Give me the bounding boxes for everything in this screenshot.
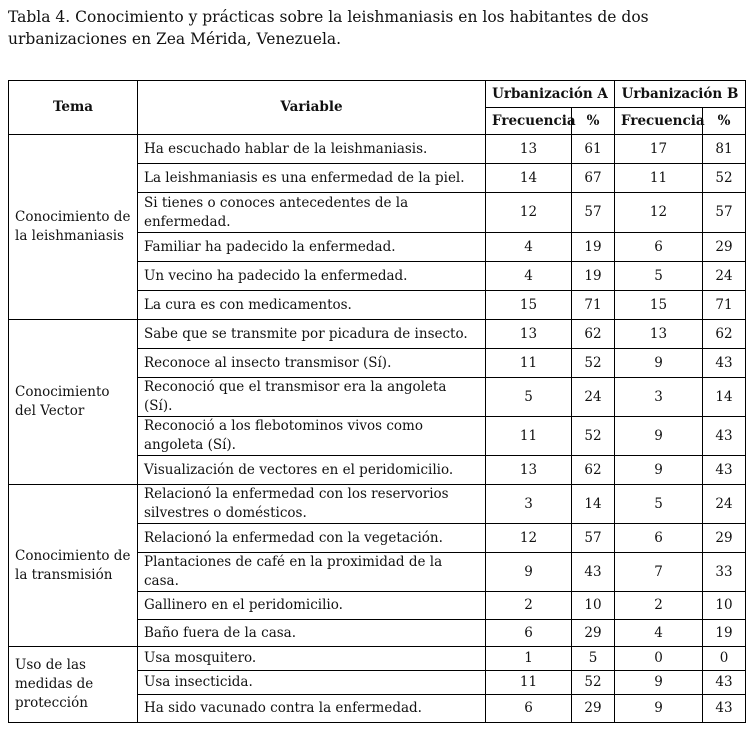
variable-cell: Ha escuchado hablar de la leishmaniasis. [138, 135, 486, 164]
pct-a-cell: 52 [572, 417, 615, 456]
frecuencia-b-cell: 9 [615, 671, 703, 695]
pct-b-cell: 10 [703, 592, 746, 620]
frecuencia-a-cell: 14 [486, 164, 572, 193]
frecuencia-b-cell: 6 [615, 233, 703, 262]
pct-a-cell: 24 [572, 378, 615, 417]
frecuencia-b-cell: 3 [615, 378, 703, 417]
header-frecuencia-b: Frecuencia [615, 108, 703, 135]
frecuencia-a-cell: 13 [486, 135, 572, 164]
pct-b-cell: 14 [703, 378, 746, 417]
pct-b-cell: 19 [703, 620, 746, 647]
pct-a-cell: 29 [572, 620, 615, 647]
frecuencia-a-cell: 12 [486, 193, 572, 233]
pct-a-cell: 62 [572, 456, 615, 485]
frecuencia-b-cell: 9 [615, 456, 703, 485]
header-urbanizacion-b: Urbanización B [615, 81, 746, 108]
variable-cell: Un vecino ha padecido la enfermedad. [138, 262, 486, 291]
pct-b-cell: 43 [703, 671, 746, 695]
pct-b-cell: 57 [703, 193, 746, 233]
frecuencia-b-cell: 9 [615, 349, 703, 378]
frecuencia-a-cell: 11 [486, 671, 572, 695]
variable-cell: Baño fuera de la casa. [138, 620, 486, 647]
frecuencia-a-cell: 6 [486, 620, 572, 647]
frecuencia-a-cell: 1 [486, 647, 572, 671]
pct-a-cell: 52 [572, 349, 615, 378]
pct-b-cell: 0 [703, 647, 746, 671]
pct-a-cell: 10 [572, 592, 615, 620]
frecuencia-b-cell: 17 [615, 135, 703, 164]
pct-a-cell: 43 [572, 553, 615, 592]
variable-cell: La leishmaniasis es una enfermedad de la piel. [138, 164, 486, 193]
pct-a-cell: 19 [572, 233, 615, 262]
frecuencia-b-cell: 6 [615, 524, 703, 553]
variable-cell: Plantaciones de café en la proximidad de la casa. [138, 553, 486, 592]
frecuencia-a-cell: 2 [486, 592, 572, 620]
frecuencia-b-cell: 12 [615, 193, 703, 233]
table-row [9, 320, 746, 349]
frecuencia-a-cell: 5 [486, 378, 572, 417]
frecuencia-b-cell: 4 [615, 620, 703, 647]
variable-cell: Relacionó la enfermedad con los reservorios silvestres o domésticos. [138, 485, 486, 524]
tema-cell: Conocimiento de la leishmaniasis [9, 135, 138, 320]
frecuencia-a-cell: 6 [486, 695, 572, 723]
variable-cell: Gallinero en el peridomicilio. [138, 592, 486, 620]
frecuencia-a-cell: 15 [486, 291, 572, 320]
pct-a-cell: 14 [572, 485, 615, 524]
pct-b-cell: 43 [703, 417, 746, 456]
tema-cell: Uso de las medidas de protección [9, 647, 138, 723]
variable-cell: Visualización de vectores en el peridomicilio. [138, 456, 486, 485]
pct-a-cell: 19 [572, 262, 615, 291]
pct-a-cell: 57 [572, 524, 615, 553]
frecuencia-b-cell: 2 [615, 592, 703, 620]
pct-b-cell: 81 [703, 135, 746, 164]
header-urbanizacion-a: Urbanización A [486, 81, 615, 108]
header-frecuencia-a: Frecuencia [486, 108, 572, 135]
pct-b-cell: 29 [703, 233, 746, 262]
pct-b-cell: 24 [703, 485, 746, 524]
frecuencia-b-cell: 5 [615, 262, 703, 291]
variable-cell: Usa mosquitero. [138, 647, 486, 671]
frecuencia-a-cell: 13 [486, 456, 572, 485]
frecuencia-b-cell: 9 [615, 695, 703, 723]
frecuencia-a-cell: 11 [486, 417, 572, 456]
frecuencia-a-cell: 3 [486, 485, 572, 524]
header-pct-a: % [572, 108, 615, 135]
header-tema: Tema [9, 81, 138, 135]
frecuencia-b-cell: 15 [615, 291, 703, 320]
variable-cell: Ha sido vacunado contra la enfermedad. [138, 695, 486, 723]
tema-cell: Conocimiento de la transmisión [9, 485, 138, 647]
variable-cell: La cura es con medicamentos. [138, 291, 486, 320]
frecuencia-a-cell: 12 [486, 524, 572, 553]
pct-b-cell: 43 [703, 456, 746, 485]
frecuencia-a-cell: 9 [486, 553, 572, 592]
variable-cell: Usa insecticida. [138, 671, 486, 695]
frecuencia-b-cell: 5 [615, 485, 703, 524]
table-body [9, 135, 746, 723]
pct-b-cell: 29 [703, 524, 746, 553]
pct-a-cell: 62 [572, 320, 615, 349]
table-caption: Tabla 4. Conocimiento y prácticas sobre la leishmaniasis en los habitantes de dos urbanizaciones en Zea Mérida, Venezuela. [8, 8, 649, 48]
pct-b-cell: 62 [703, 320, 746, 349]
variable-cell: Reconoce al insecto transmisor (Sí). [138, 349, 486, 378]
pct-a-cell: 52 [572, 671, 615, 695]
frecuencia-b-cell: 11 [615, 164, 703, 193]
pct-b-cell: 52 [703, 164, 746, 193]
frecuencia-a-cell: 4 [486, 262, 572, 291]
tema-cell: Conocimiento del Vector [9, 320, 138, 485]
frecuencia-a-cell: 13 [486, 320, 572, 349]
variable-cell: Familiar ha padecido la enfermedad. [138, 233, 486, 262]
pct-b-cell: 71 [703, 291, 746, 320]
variable-cell: Reconoció que el transmisor era la angoleta (Sí). [138, 378, 486, 417]
variable-cell: Si tienes o conoces antecedentes de la enfermedad. [138, 193, 486, 233]
variable-cell: Relacionó la enfermedad con la vegetación. [138, 524, 486, 553]
table-row [9, 135, 746, 164]
pct-a-cell: 5 [572, 647, 615, 671]
pct-a-cell: 29 [572, 695, 615, 723]
pct-b-cell: 24 [703, 262, 746, 291]
pct-a-cell: 67 [572, 164, 615, 193]
pct-a-cell: 71 [572, 291, 615, 320]
pct-b-cell: 43 [703, 349, 746, 378]
header-pct-b: % [703, 108, 746, 135]
table-row [9, 485, 746, 524]
frecuencia-b-cell: 0 [615, 647, 703, 671]
frecuencia-b-cell: 13 [615, 320, 703, 349]
header-variable: Variable [138, 81, 486, 135]
frecuencia-a-cell: 11 [486, 349, 572, 378]
pct-b-cell: 43 [703, 695, 746, 723]
table-row [9, 647, 746, 671]
data-table [8, 80, 746, 723]
variable-cell: Sabe que se transmite por picadura de insecto. [138, 320, 486, 349]
frecuencia-b-cell: 9 [615, 417, 703, 456]
frecuencia-a-cell: 4 [486, 233, 572, 262]
variable-cell: Reconoció a los flebotominos vivos como angoleta (Sí). [138, 417, 486, 456]
pct-a-cell: 57 [572, 193, 615, 233]
pct-a-cell: 61 [572, 135, 615, 164]
frecuencia-b-cell: 7 [615, 553, 703, 592]
pct-b-cell: 33 [703, 553, 746, 592]
